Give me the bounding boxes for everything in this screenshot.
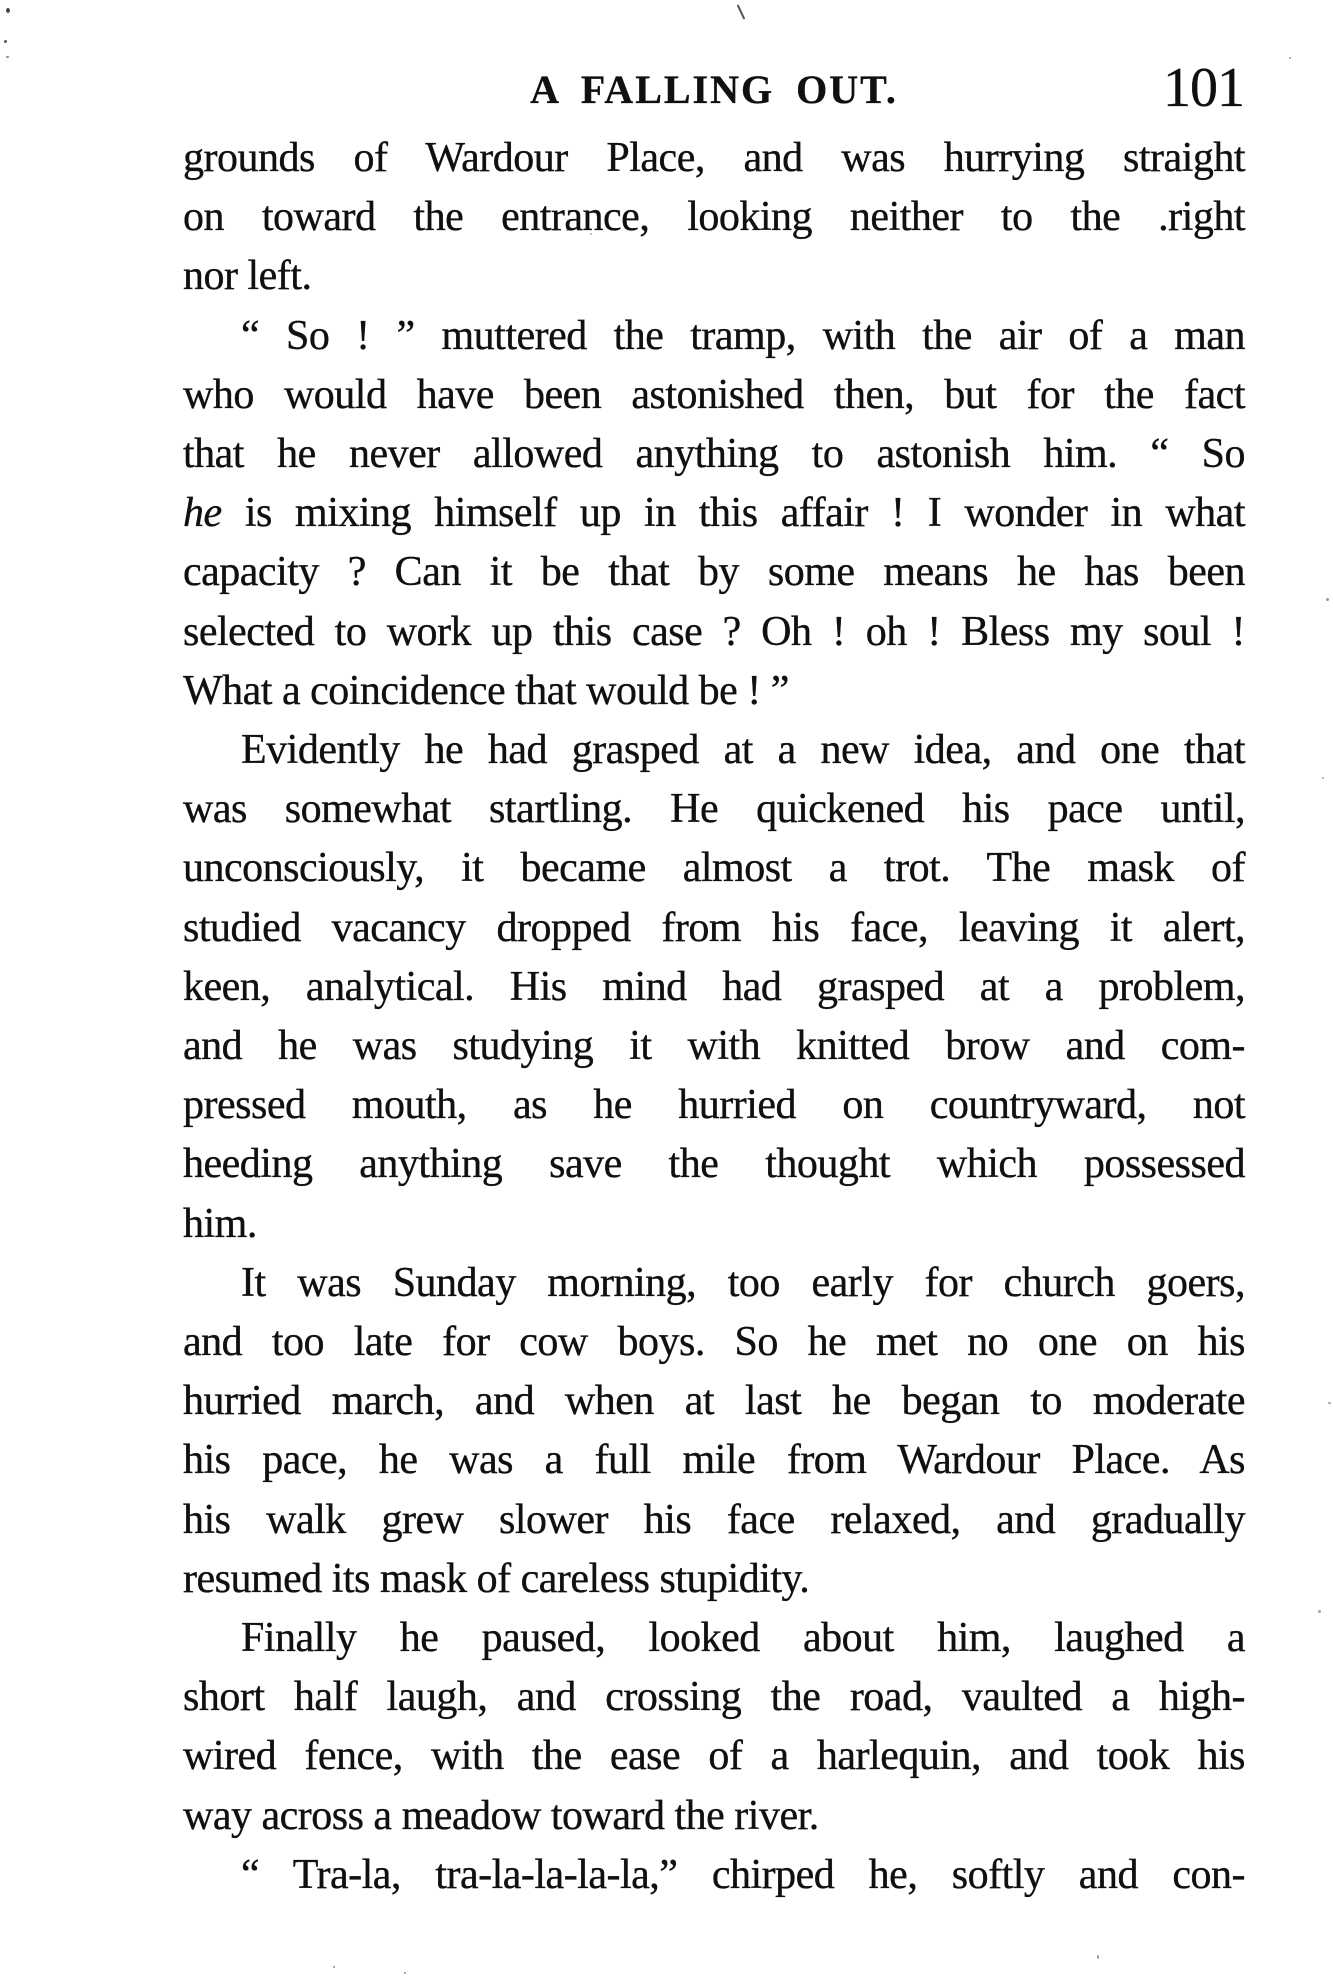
text-segment: hurried march, and when at last he began to moderate <box>183 1378 1245 1425</box>
text-line <box>183 129 1245 188</box>
scan-speck <box>4 40 7 43</box>
scan-speck <box>1097 1955 1099 1959</box>
text-line <box>183 1491 1245 1550</box>
text-line <box>183 1254 1245 1313</box>
page-number: 101 <box>1163 57 1244 119</box>
text-line <box>183 899 1245 958</box>
scan-speck <box>590 233 592 235</box>
text-line <box>183 484 1245 543</box>
text-segment: studied vacancy dropped from his face, leaving it alert, <box>183 904 1245 951</box>
text-segment: “ So ! ” muttered the tramp, with the air of a man <box>241 312 1245 359</box>
italic-word: he <box>183 490 222 537</box>
text-line <box>183 780 1245 839</box>
text-line <box>183 1609 1245 1668</box>
text-segment: “ Tra-la, tra-la-la-la-la,” chirped he, softly and con- <box>241 1851 1245 1898</box>
text-segment: who would have been astonished then, but for the fact <box>183 371 1245 418</box>
text-segment: nor left. <box>183 253 312 300</box>
text-segment: What a coincidence that would be ! ” <box>183 667 789 714</box>
text-segment: and he was studying it with knitted brow and com- <box>183 1023 1245 1070</box>
text-segment: Evidently he had grasped at a new idea, and one that <box>241 727 1245 774</box>
scan-speck <box>1289 57 1291 59</box>
text-line <box>183 1727 1245 1786</box>
text-segment: is mixing himself up in this affair ! I wonder in what <box>221 490 1245 537</box>
text-line <box>183 662 1245 721</box>
text-segment: It was Sunday morning, too early for church goers, <box>241 1259 1245 1306</box>
text-segment: short half laugh, and crossing the road, vaulted a high- <box>183 1674 1245 1721</box>
text-line <box>183 307 1245 366</box>
text-line <box>183 958 1245 1017</box>
text-line <box>183 1195 1245 1254</box>
text-segment: pressed mouth, as he hurried on countryward, not <box>183 1082 1245 1129</box>
text-segment: that he never allowed anything to astonish him. “ So <box>183 431 1245 478</box>
scan-speck <box>566 228 569 231</box>
text-segment: on toward the entrance, looking neither to the .right <box>183 194 1245 241</box>
running-title: A FALLING OUT. <box>530 67 898 112</box>
scan-speck <box>1318 1610 1321 1613</box>
text-segment: wired fence, with the ease of a harlequin, and took his <box>183 1733 1245 1780</box>
text-segment: was somewhat startling. He quickened his pace until, <box>183 786 1245 833</box>
text-line <box>183 1313 1245 1372</box>
text-line <box>183 1017 1245 1076</box>
scan-speck <box>404 1972 406 1974</box>
text-segment: grounds of Wardour Place, and was hurrying straight <box>183 135 1245 181</box>
text-segment: capacity ? Can it be that by some means he has been <box>183 549 1245 596</box>
text-line <box>183 1787 1245 1846</box>
text-line <box>183 188 1245 247</box>
text-segment: Finally he paused, looked about him, laughed a <box>241 1615 1245 1662</box>
text-line <box>183 1668 1245 1727</box>
text-segment: his pace, he was a full mile from Wardour Place. As <box>183 1437 1245 1484</box>
text-segment: keen, analytical. His mind had grasped at a problem, <box>183 963 1245 1010</box>
text-segment: resumed its mask of careless stupidity. <box>183 1555 810 1602</box>
text-line <box>183 1076 1245 1135</box>
scan-speck <box>1326 598 1329 601</box>
page-header <box>183 0 1245 130</box>
text-segment: his walk grew slower his face relaxed, and gradually <box>183 1496 1245 1543</box>
body-text <box>183 129 1245 1905</box>
text-line <box>183 1135 1245 1194</box>
text-segment: heeding anything save the thought which possessed <box>183 1141 1245 1188</box>
scan-speck <box>6 8 10 13</box>
text-line <box>183 247 1245 306</box>
scan-speck <box>333 1966 335 1968</box>
text-line <box>183 1431 1245 1490</box>
text-line <box>183 366 1245 425</box>
text-segment: unconsciously, it became almost a trot. The mask of <box>183 845 1245 892</box>
text-line <box>183 1550 1245 1609</box>
text-line <box>183 721 1245 780</box>
scan-speck <box>1322 777 1324 779</box>
text-segment: way across a meadow toward the river. <box>183 1792 819 1839</box>
text-line <box>183 543 1245 602</box>
scan-speck <box>6 56 9 58</box>
text-segment: him. <box>183 1200 257 1247</box>
text-line <box>183 1372 1245 1431</box>
text-segment: selected to work up this case ? Oh ! oh ! Bless my soul ! <box>183 608 1245 655</box>
text-line <box>183 425 1245 484</box>
text-segment: and too late for cow boys. So he met no one on his <box>183 1319 1245 1366</box>
scan-speck <box>1328 1402 1331 1404</box>
text-line <box>183 603 1245 662</box>
text-line <box>183 1846 1245 1905</box>
text-line <box>183 839 1245 898</box>
